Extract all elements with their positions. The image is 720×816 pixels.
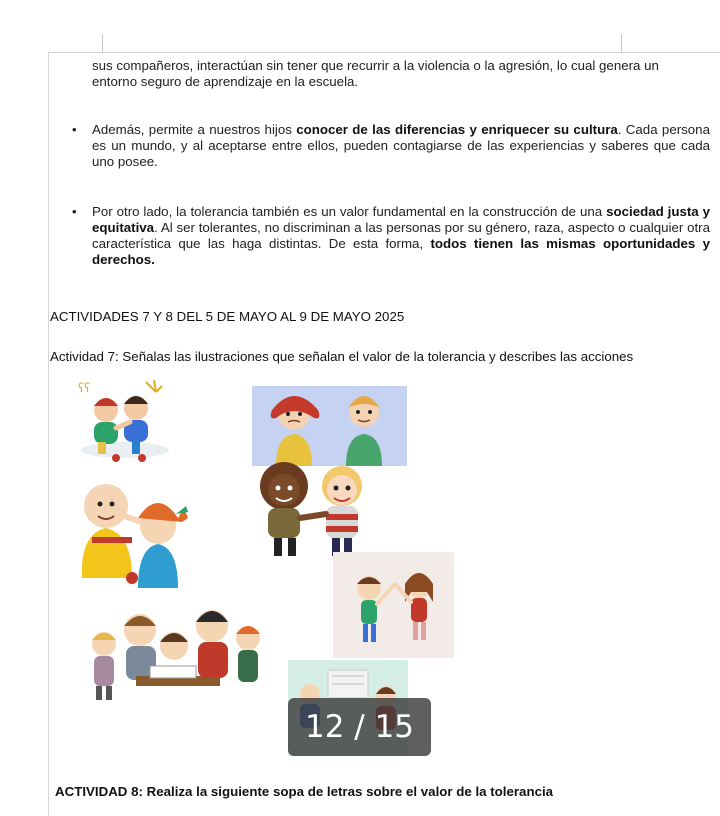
paragraph-line: sus compañeros, interactúan sin tener que recurrir a la violencia o la agresión, lo cual genera un [92, 58, 659, 73]
fighting-kids-illustration [72, 378, 178, 464]
paragraph-continuation [92, 58, 710, 90]
svg-text:ʕʕ: ʕʕ [78, 381, 91, 395]
margin-marker-right [621, 34, 622, 52]
two-kids-portrait-illustration [252, 386, 407, 466]
paragraph-sociedad: Por otro lado, la tolerancia también es un valor fundamental en la construcción de una sociedad justa y equitativa. Al ser tolerantes, no discriminan a las personas por su género, raza, aspecto o cualquier otra característica que las haga distintas. De esta forma, todos tienen las mismas oportunidades y derechos. [92, 204, 710, 267]
margin-marker-left [102, 34, 103, 52]
high-five-kids-illustration [333, 552, 454, 658]
paragraph-diferencias: Además, permite a nuestros hijos conocer de las diferencias y enriquecer su cultura. Cada persona es un mundo, y al aceptarse entre ellos, pueden contagiarse de las experiencias y saberes que cada uno posee. [92, 122, 710, 169]
group-bullying-illustration [84, 600, 270, 704]
page-top-edge [48, 52, 720, 53]
paragraph-line: entorno seguro de aprendizaje en la escuela. [92, 74, 359, 89]
page-left-edge [48, 52, 49, 816]
hair-pulling-illustration [72, 478, 196, 588]
activity-8-instruction: ACTIVIDAD 8: Realiza la siguiente sopa de letras sobre el valor de la tolerancia [55, 784, 554, 799]
hugging-kids-illustration [244, 456, 380, 560]
bold-phrase: conocer de las diferencias y enriquecer su cultura [296, 122, 618, 137]
bold-phrase: sociedad justa y equitativa [92, 204, 710, 235]
bold-phrase: todos tienen las mismas oportunidades y derechos. [92, 236, 710, 267]
activities-heading: ACTIVIDADES 7 Y 8 DEL 5 DE MAYO AL 9 DE MAYO 2025 [50, 309, 405, 324]
bullet-marker: • [72, 122, 77, 137]
bullet-marker: • [72, 204, 77, 219]
page-counter: 12 / 15 [288, 698, 431, 756]
activity-7-instruction: Actividad 7: Señalas las ilustraciones que señalan el valor de la tolerancia y describes las acciones [50, 349, 634, 364]
